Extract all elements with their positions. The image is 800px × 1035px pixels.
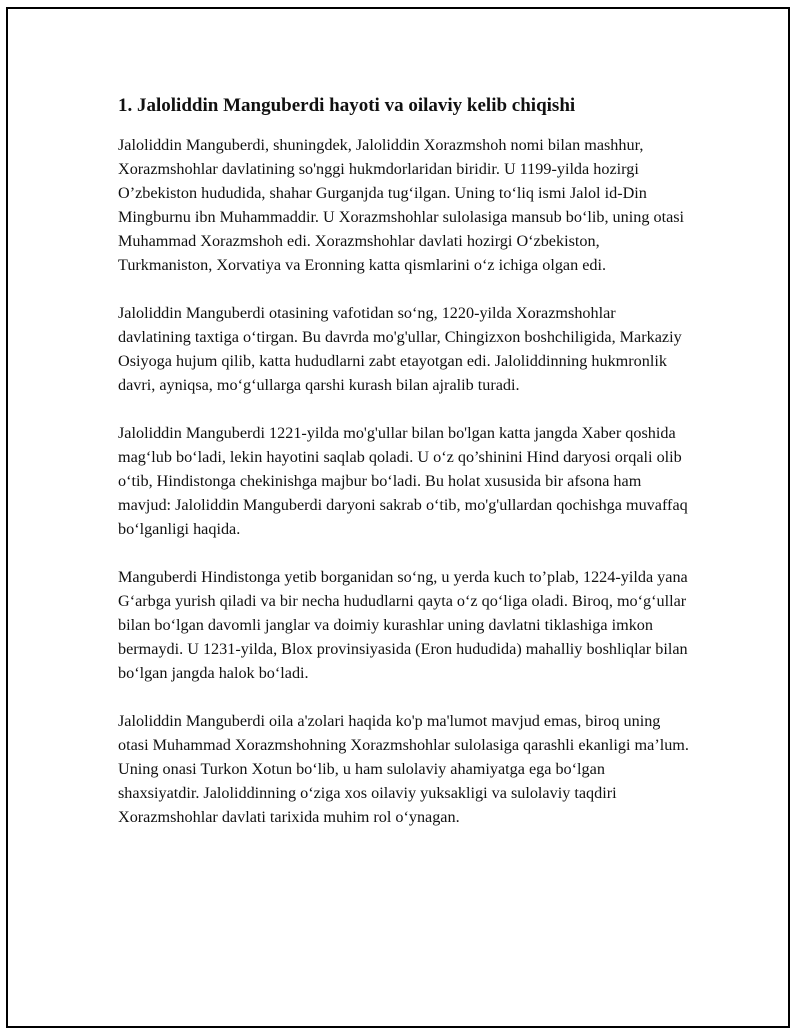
- paragraph-1: Jaloliddin Manguberdi, shuningdek, Jaloliddin Xorazmshoh nomi bilan mashhur, Xorazmshohlar davlatining so'nggi hukmdorlaridan biridir. U 1199-yilda hozirgi O’zbekiston hududida, shahar Gurganjda tug‘ilgan. Uning to‘liq ismi Jalol id-Din Mingburnu ibn Muhammaddir. U Xorazmshohlar sulolasiga mansub bo‘lib, uning otasi Muhammad Xorazmshoh edi. Xorazmshohlar davlati hozirgi O‘zbekiston, Turkmaniston, Xorvatiya va Eronning katta qismlarini o‘z ichiga olgan edi.: [118, 136, 685, 274]
- document-body: [118, 92, 690, 853]
- paragraph-4: Manguberdi Hindistonga yetib borganidan so‘ng, u yerda kuch to’plab, 1224-yilda yana G‘arbga yurish qiladi va bir necha hududlarni qayta o‘z qo‘liga oladi. Biroq, mo‘g‘ullar bilan bo‘lgan davomli janglar va doimiy kurashlar uning davlatni tiklashiga imkon bermaydi. U 1231-yilda, Blox provinsiyasida (Eron hududida) mahalliy boshliqlar bilan bo‘lgan jangda halok bo‘ladi.: [118, 568, 688, 682]
- paragraph-5: Jaloliddin Manguberdi oila a'zolari haqida ko'p ma'lumot mavjud emas, biroq uning otasi Muhammad Xorazmshohning Xorazmshohlar sulolasiga qarashli ekanligi ma’lum. Uning onasi Turkon Xotun bo‘lib, u ham sulolaviy ahamiyatga ega bo‘lgan shaxsiyatdir. Jaloliddinning o‘ziga xos oilaviy yuksakligi va sulolaviy taqdiri Xorazmshohlar davlati tarixida muhim rol o‘ynagan.: [118, 712, 689, 826]
- paragraph-3: Jaloliddin Manguberdi 1221-yilda mo'g'ullar bilan bo'lgan katta jangda Xaber qoshida mag‘lub bo‘ladi, lekin hayotini saqlab qoladi. U o‘z qo’shinini Hind daryosi orqali olib o‘tib, Hindistonga chekinishga majbur bo‘ladi. Bu holat xususida bir afsona ham mavjud: Jaloliddin Manguberdi daryoni sakrab o‘tib, mo'g'ullardan qochishga muvaffaq bo‘lganligi haqida.: [118, 424, 688, 538]
- document-title: 1. Jaloliddin Manguberdi hayoti va oilaviy kelib chiqishi: [118, 95, 576, 116]
- paragraph-2: Jaloliddin Manguberdi otasining vafotidan so‘ng, 1220-yilda Xorazmshohlar davlatining taxtiga o‘tirgan. Bu davrda mo'g'ullar, Chingizxon boshchiligida, Markaziy Osiyoga hujum qilib, katta hududlarni zabt etayotgan edi. Jaloliddinning hukmronlik davri, ayniqsa, mo‘g‘ullarga qarshi kurash bilan ajralib turadi.: [118, 304, 682, 394]
